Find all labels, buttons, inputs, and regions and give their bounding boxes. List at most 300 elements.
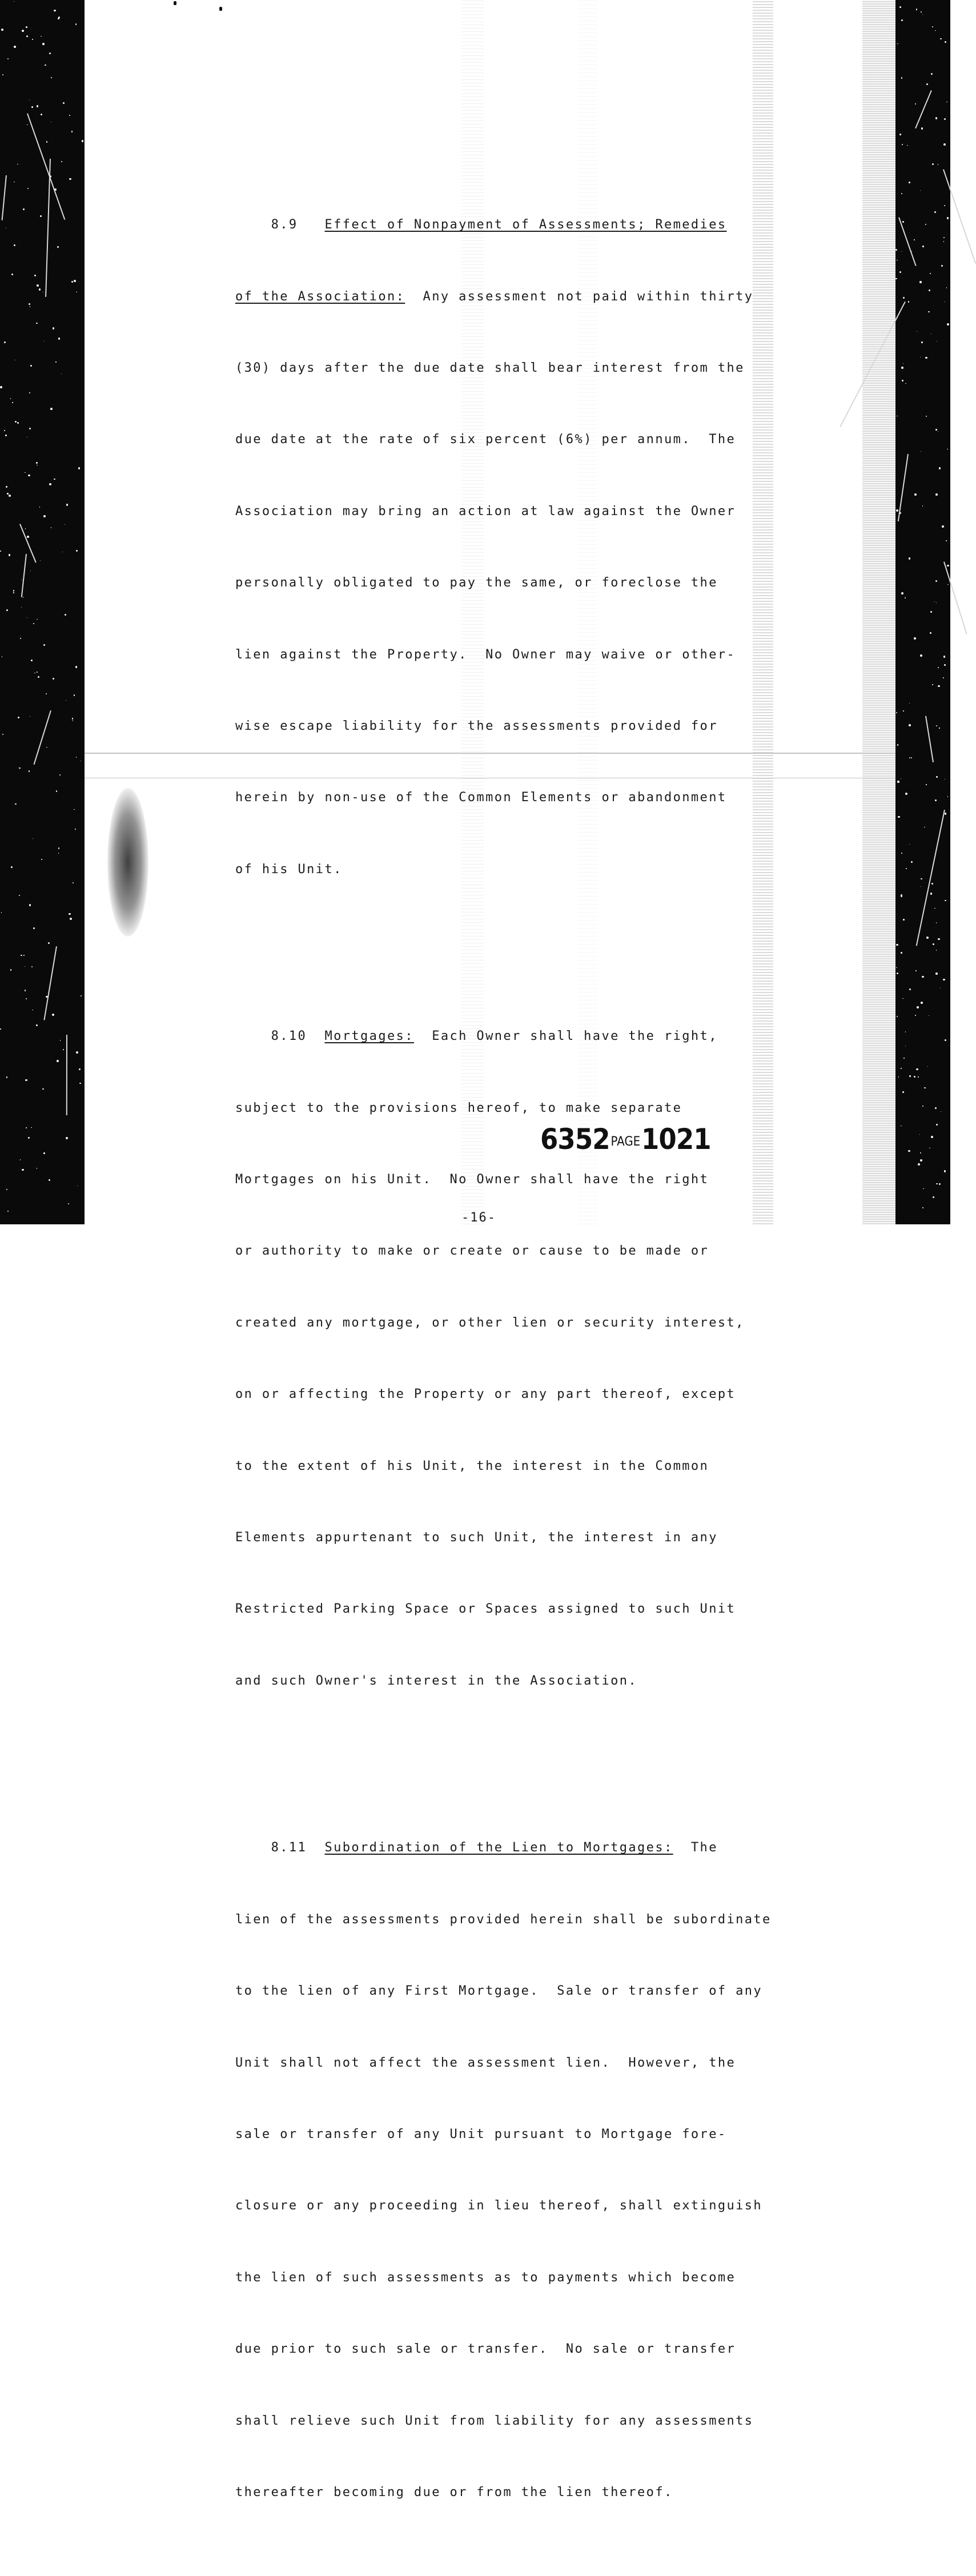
- scan-speck: [25, 990, 26, 991]
- scan-speck: [25, 966, 26, 967]
- toner-smudge: [107, 788, 148, 937]
- scan-speck: [30, 365, 32, 367]
- text-line: Restricted Parking Space or Spaces assigned to such Unit: [235, 1602, 736, 1617]
- scan-speck: [940, 38, 942, 40]
- scan-speck: [931, 883, 934, 885]
- scan-speck: [934, 211, 936, 213]
- scan-speck: [903, 297, 905, 299]
- scan-scratch: [925, 716, 934, 763]
- scan-speck: [932, 684, 933, 685]
- scan-speck: [41, 859, 42, 860]
- scan-speck: [935, 30, 936, 31]
- text-line: Mortgages on his Unit. No Owner shall have the right: [235, 1172, 709, 1187]
- scan-speck: [17, 422, 19, 424]
- scan-speck: [52, 1014, 54, 1016]
- scan-speck: [930, 632, 931, 633]
- scan-speck: [903, 919, 905, 921]
- scan-speck: [78, 467, 81, 469]
- scan-speck: [5, 435, 6, 436]
- scan-speck: [26, 35, 28, 37]
- scan-speck: [909, 988, 911, 990]
- scan-speck: [37, 619, 38, 620]
- scan-speck: [901, 853, 902, 854]
- scan-scratch: [21, 554, 27, 597]
- scan-scratch: [66, 1035, 67, 1115]
- scan-speck: [7, 1211, 9, 1212]
- scan-speck: [919, 1134, 920, 1135]
- scan-speck: [897, 781, 899, 782]
- scan-border-right: [895, 0, 950, 1224]
- scan-speck: [1, 912, 2, 913]
- scan-speck: [936, 1183, 937, 1184]
- scan-speck: [27, 536, 29, 538]
- scan-speck: [944, 205, 945, 206]
- scan-speck: [902, 998, 903, 999]
- page-number: -16-: [461, 1211, 496, 1225]
- scan-speck: [899, 271, 902, 274]
- scan-speck: [33, 927, 35, 929]
- scan-speck: [39, 288, 41, 291]
- scan-speck: [901, 251, 902, 252]
- recording-page-label: PAGE: [610, 1135, 641, 1149]
- scan-speck: [33, 838, 34, 839]
- scan-speck: [68, 1203, 69, 1204]
- scan-border-left: [0, 0, 85, 1224]
- scan-speck: [901, 592, 903, 594]
- scan-speck: [31, 966, 33, 967]
- scan-speck: [914, 637, 916, 640]
- text-line: created any mortgage, or other lien or security interest,: [235, 1315, 745, 1330]
- scan-scratch: [44, 946, 58, 1020]
- scan-speck: [74, 280, 76, 282]
- scan-speck: [897, 43, 898, 45]
- scan-speck: [57, 1060, 59, 1062]
- scan-speck: [924, 827, 925, 828]
- scan-speck: [944, 664, 946, 666]
- text-line: subject to the provisions hereof, to make separate: [235, 1100, 682, 1115]
- text-line: herein by non-use of the Common Elements or abandonment: [235, 790, 727, 805]
- scan-speck: [54, 479, 55, 480]
- scan-speck: [896, 509, 898, 512]
- scan-speck: [909, 844, 910, 845]
- scan-speck: [922, 1207, 923, 1208]
- scan-speck: [945, 1039, 946, 1041]
- scan-speck: [4, 341, 5, 343]
- scan-speck: [901, 77, 903, 79]
- scan-speck: [72, 718, 73, 719]
- scan-speck: [896, 944, 898, 946]
- scan-speck: [43, 1152, 45, 1154]
- scan-scratch: [45, 159, 51, 297]
- scan-speck: [22, 30, 24, 32]
- scan-speck: [6, 486, 7, 488]
- scan-speck: [935, 1107, 937, 1109]
- scan-speck: [930, 611, 932, 613]
- scan-speck: [915, 1015, 917, 1016]
- scan-speck: [61, 161, 62, 162]
- scan-speck: [28, 475, 30, 476]
- scan-speck: [943, 241, 945, 242]
- scan-speck: [902, 380, 903, 381]
- scan-speck: [37, 105, 39, 107]
- scan-speck: [40, 560, 41, 561]
- scan-speck: [909, 557, 911, 560]
- scan-speck: [29, 100, 30, 101]
- text-line: due date at the rate of six percent (6%) per annum. The: [235, 432, 736, 447]
- scan-speck: [915, 103, 916, 105]
- scan-speck: [914, 1076, 915, 1078]
- scan-speck: [935, 972, 937, 974]
- scan-speck: [906, 868, 907, 870]
- scan-scratch: [27, 113, 65, 220]
- text-line: 8.11 Subordination of the Lien to Mortgages: The: [235, 1840, 718, 1855]
- text-line: (30) days after the due date shall bear interest from the: [235, 360, 745, 375]
- scan-speck: [65, 614, 66, 616]
- scan-speck: [905, 597, 906, 598]
- scan-speck: [895, 278, 897, 280]
- scan-speck: [905, 1031, 906, 1032]
- scan-speck: [927, 1066, 928, 1067]
- scan-speck: [15, 421, 17, 423]
- scan-speck: [0, 1028, 1, 1030]
- scan-speck: [909, 724, 911, 726]
- scan-speck: [909, 703, 910, 704]
- scan-speck: [936, 602, 937, 603]
- scan-speck: [933, 1196, 934, 1198]
- scan-speck: [2, 74, 3, 75]
- scan-speck: [936, 1124, 938, 1126]
- toner-dot: [174, 1, 176, 5]
- scan-speck: [20, 638, 21, 639]
- scan-speck: [34, 275, 35, 276]
- scan-speck: [935, 493, 938, 496]
- scan-speck: [73, 882, 74, 883]
- scan-speck: [45, 65, 46, 66]
- scan-speck: [0, 386, 2, 388]
- scan-speck: [943, 143, 946, 146]
- scan-speck: [15, 803, 16, 805]
- scan-speck: [75, 666, 77, 668]
- scan-speck: [921, 878, 922, 880]
- scan-speck: [896, 712, 897, 713]
- scan-speck: [924, 1087, 926, 1089]
- scan-speck: [4, 430, 5, 431]
- scan-speck: [9, 495, 11, 497]
- scan-scratch: [898, 454, 909, 521]
- scan-speck: [31, 660, 32, 661]
- text-line: Association may bring an action at law against the Owner: [235, 504, 736, 519]
- scan-speck: [934, 908, 935, 909]
- scan-speck: [947, 449, 948, 450]
- scan-speck: [13, 592, 14, 593]
- scan-speck: [918, 1076, 919, 1078]
- text-line: thereafter becoming due or from the lien thereof.: [235, 2485, 673, 2499]
- text-line: sale or transfer of any Unit pursuant to Mortgage fore-: [235, 2127, 727, 2141]
- scan-speck: [29, 428, 31, 429]
- scan-speck: [59, 774, 61, 775]
- scan-speck: [908, 301, 910, 303]
- scan-speck: [13, 590, 14, 591]
- scan-speck: [22, 1169, 23, 1171]
- scan-speck: [61, 373, 62, 375]
- text-line: of the Association: Any assessment not paid within thirty: [235, 289, 754, 304]
- scan-speck: [926, 937, 929, 939]
- scan-speck: [82, 140, 83, 142]
- scan-speck: [897, 744, 899, 746]
- scan-speck: [18, 717, 19, 718]
- scan-speck: [901, 19, 903, 21]
- scan-speck: [925, 224, 926, 225]
- scan-speck: [939, 728, 940, 729]
- scan-scratch: [1, 175, 6, 220]
- scan-speck: [50, 408, 53, 410]
- scan-speck: [26, 998, 27, 999]
- scan-scratch: [943, 169, 976, 263]
- scan-speck: [897, 972, 898, 974]
- scan-speck: [947, 584, 949, 585]
- scan-speck: [909, 182, 910, 183]
- scan-speck: [10, 969, 11, 970]
- scan-speck: [920, 190, 921, 191]
- scan-speck: [49, 483, 51, 485]
- scan-speck: [29, 904, 31, 906]
- scan-speck: [66, 1137, 68, 1139]
- text-line: on or affecting the Property or any part thereof, except: [235, 1387, 736, 1402]
- scan-speck: [939, 1183, 941, 1185]
- scan-speck: [942, 525, 944, 528]
- scan-streak: [862, 0, 895, 1224]
- scan-speck: [899, 134, 901, 135]
- scan-speck: [6, 609, 8, 611]
- scan-speck: [944, 118, 946, 120]
- scan-speck: [926, 416, 927, 417]
- text-line: and such Owner's interest in the Association.: [235, 1673, 638, 1688]
- scan-speck: [20, 1159, 21, 1160]
- scan-speck: [71, 281, 73, 283]
- scan-speck: [919, 281, 921, 283]
- scan-speck: [23, 955, 25, 956]
- text-line: Elements appurtenant to such Unit, the interest in any: [235, 1530, 718, 1545]
- scan-speck: [66, 700, 67, 701]
- scan-speck: [58, 18, 59, 19]
- scan-speck: [29, 770, 30, 772]
- scan-speck: [31, 106, 33, 108]
- scan-speck: [21, 955, 22, 956]
- scan-speck: [925, 357, 927, 359]
- scan-speck: [947, 796, 949, 797]
- scan-speck: [54, 10, 56, 12]
- text-line: 8.10 Mortgages: Each Owner shall have the right,: [235, 1029, 718, 1044]
- text-line: shall relieve such Unit from liability for any assessments: [235, 2413, 754, 2428]
- scan-speck: [48, 942, 50, 944]
- scan-speck: [27, 188, 29, 190]
- scan-speck: [63, 102, 65, 104]
- scan-speck: [70, 918, 72, 920]
- scan-speck: [911, 757, 912, 758]
- scan-speck: [79, 1083, 81, 1084]
- scan-speck: [943, 979, 945, 980]
- scan-speck: [901, 952, 902, 954]
- scan-speck: [46, 747, 47, 748]
- scan-speck: [25, 472, 26, 473]
- scan-speck: [75, 23, 77, 25]
- scan-speck: [10, 398, 11, 399]
- scan-speck: [46, 693, 47, 694]
- scan-speck: [49, 1179, 50, 1181]
- scan-speck: [930, 273, 931, 274]
- scan-speck: [29, 303, 31, 306]
- scan-speck: [36, 462, 37, 463]
- scan-speck: [21, 607, 22, 608]
- scan-speck: [2, 734, 3, 735]
- scan-speck: [76, 1051, 78, 1054]
- paragraph-8-11: [235, 1789, 812, 2553]
- scan-speck: [58, 337, 60, 339]
- scan-speck: [921, 1002, 923, 1004]
- scan-speck: [51, 527, 52, 528]
- scan-speck: [55, 361, 57, 363]
- scan-speck: [43, 644, 45, 646]
- scan-speck: [931, 73, 933, 75]
- scan-speck: [933, 943, 934, 945]
- scan-speck: [6, 1076, 7, 1078]
- scan-speck: [936, 776, 938, 778]
- text-line: Unit shall not affect the assessment lien. However, the: [235, 2055, 736, 2070]
- paragraph-8-10: [235, 977, 812, 1741]
- scan-speck: [947, 323, 949, 325]
- scan-speck: [936, 922, 937, 923]
- scan-speck: [901, 1068, 902, 1069]
- scan-speck: [920, 1152, 921, 1154]
- scan-speck: [921, 11, 922, 13]
- scan-scratch: [943, 562, 967, 635]
- scan-speck: [81, 995, 82, 996]
- scan-speck: [903, 710, 904, 712]
- scan-speck: [921, 127, 923, 130]
- scan-speck: [898, 816, 900, 818]
- scan-speck: [79, 1068, 81, 1070]
- scan-speck: [29, 392, 30, 393]
- scan-speck: [6, 1189, 7, 1190]
- scan-speck: [0, 550, 1, 552]
- scan-scratch: [33, 710, 51, 765]
- scan-speck: [69, 178, 71, 180]
- text-line: to the extent of his Unit, the interest in the Common: [235, 1458, 709, 1473]
- scan-speck: [915, 970, 916, 971]
- scan-speck: [897, 416, 898, 417]
- scan-speck: [938, 667, 939, 668]
- scan-speck: [43, 515, 46, 517]
- scan-speck: [26, 1127, 27, 1128]
- scan-speck: [11, 866, 13, 868]
- scan-speck: [36, 1024, 37, 1026]
- scan-speck: [908, 1150, 910, 1152]
- scan-speck: [63, 1049, 64, 1050]
- text-line: lien against the Property. No Owner may waive or other-: [235, 647, 736, 662]
- scan-speck: [14, 182, 15, 183]
- toner-dot: [219, 7, 222, 11]
- scan-speck: [33, 623, 34, 624]
- scan-speck: [66, 504, 69, 506]
- scan-speck: [14, 46, 15, 47]
- scan-speck: [947, 217, 949, 219]
- scan-speck: [947, 565, 949, 567]
- scan-speck: [69, 115, 70, 116]
- text-line: to the lien of any First Mortgage. Sale or transfer of any: [235, 1984, 763, 1999]
- scan-speck: [938, 685, 939, 687]
- scan-speck: [935, 580, 937, 582]
- scan-speck: [922, 14, 923, 15]
- scan-speck: [49, 53, 51, 54]
- scan-speck: [34, 673, 35, 674]
- scan-speck: [898, 1076, 899, 1078]
- scan-speck: [26, 26, 27, 28]
- text-line: closure or any proceeding in lieu thereof, shall extinguish: [235, 2199, 763, 2213]
- scan-speck: [918, 1163, 920, 1166]
- scan-speck: [896, 967, 897, 968]
- scan-speck: [42, 43, 45, 45]
- scan-speck: [56, 790, 57, 791]
- text-line: the lien of such assessments as to payments which become: [235, 2270, 736, 2285]
- scan-speck: [914, 493, 917, 496]
- scan-speck: [46, 141, 47, 142]
- scan-speck: [32, 39, 33, 40]
- scan-speck: [939, 467, 941, 469]
- scan-speck: [909, 757, 910, 758]
- scan-speck: [902, 144, 903, 145]
- scan-speck: [38, 676, 39, 678]
- scan-speck: [922, 505, 923, 507]
- scan-speck: [916, 9, 917, 10]
- scan-speck: [74, 694, 75, 696]
- scan-speck: [938, 164, 939, 165]
- scan-speck: [905, 383, 906, 384]
- text-line: lien of the assessments provided herein shall be subordinate: [235, 1912, 772, 1927]
- scan-speck: [946, 287, 947, 288]
- scan-speck: [901, 894, 902, 896]
- scan-speck: [914, 239, 915, 240]
- scan-speck: [37, 284, 39, 287]
- scan-speck: [902, 221, 904, 223]
- scan-speck: [77, 1185, 78, 1186]
- scan-speck: [909, 1075, 911, 1077]
- scan-speck: [903, 1058, 905, 1059]
- scan-speck: [1, 29, 3, 31]
- text-line: 8.9 Effect of Nonpayment of Assessments; Remedies: [235, 218, 727, 232]
- scan-speck: [57, 246, 59, 248]
- scan-speck: [945, 41, 946, 43]
- scan-speck: [53, 327, 54, 329]
- paragraph-8-9: [235, 166, 812, 930]
- scan-speck: [921, 341, 923, 343]
- scan-speck: [69, 913, 70, 915]
- scan-speck: [931, 1136, 933, 1138]
- scan-speck: [946, 540, 947, 541]
- recording-book-number: 6352: [540, 1123, 610, 1156]
- scan-speck: [929, 1148, 930, 1149]
- scan-speck: [922, 246, 924, 247]
- scan-scratch: [898, 218, 917, 266]
- scan-speck: [902, 1091, 904, 1093]
- scan-speck: [922, 976, 924, 978]
- scan-speck: [943, 656, 945, 657]
- scan-speck: [926, 83, 928, 85]
- scan-speck: [930, 893, 932, 894]
- scan-speck: [945, 813, 946, 814]
- recording-stamp: [540, 1123, 711, 1156]
- scan-speck: [944, 1170, 946, 1172]
- scan-speck: [75, 829, 76, 830]
